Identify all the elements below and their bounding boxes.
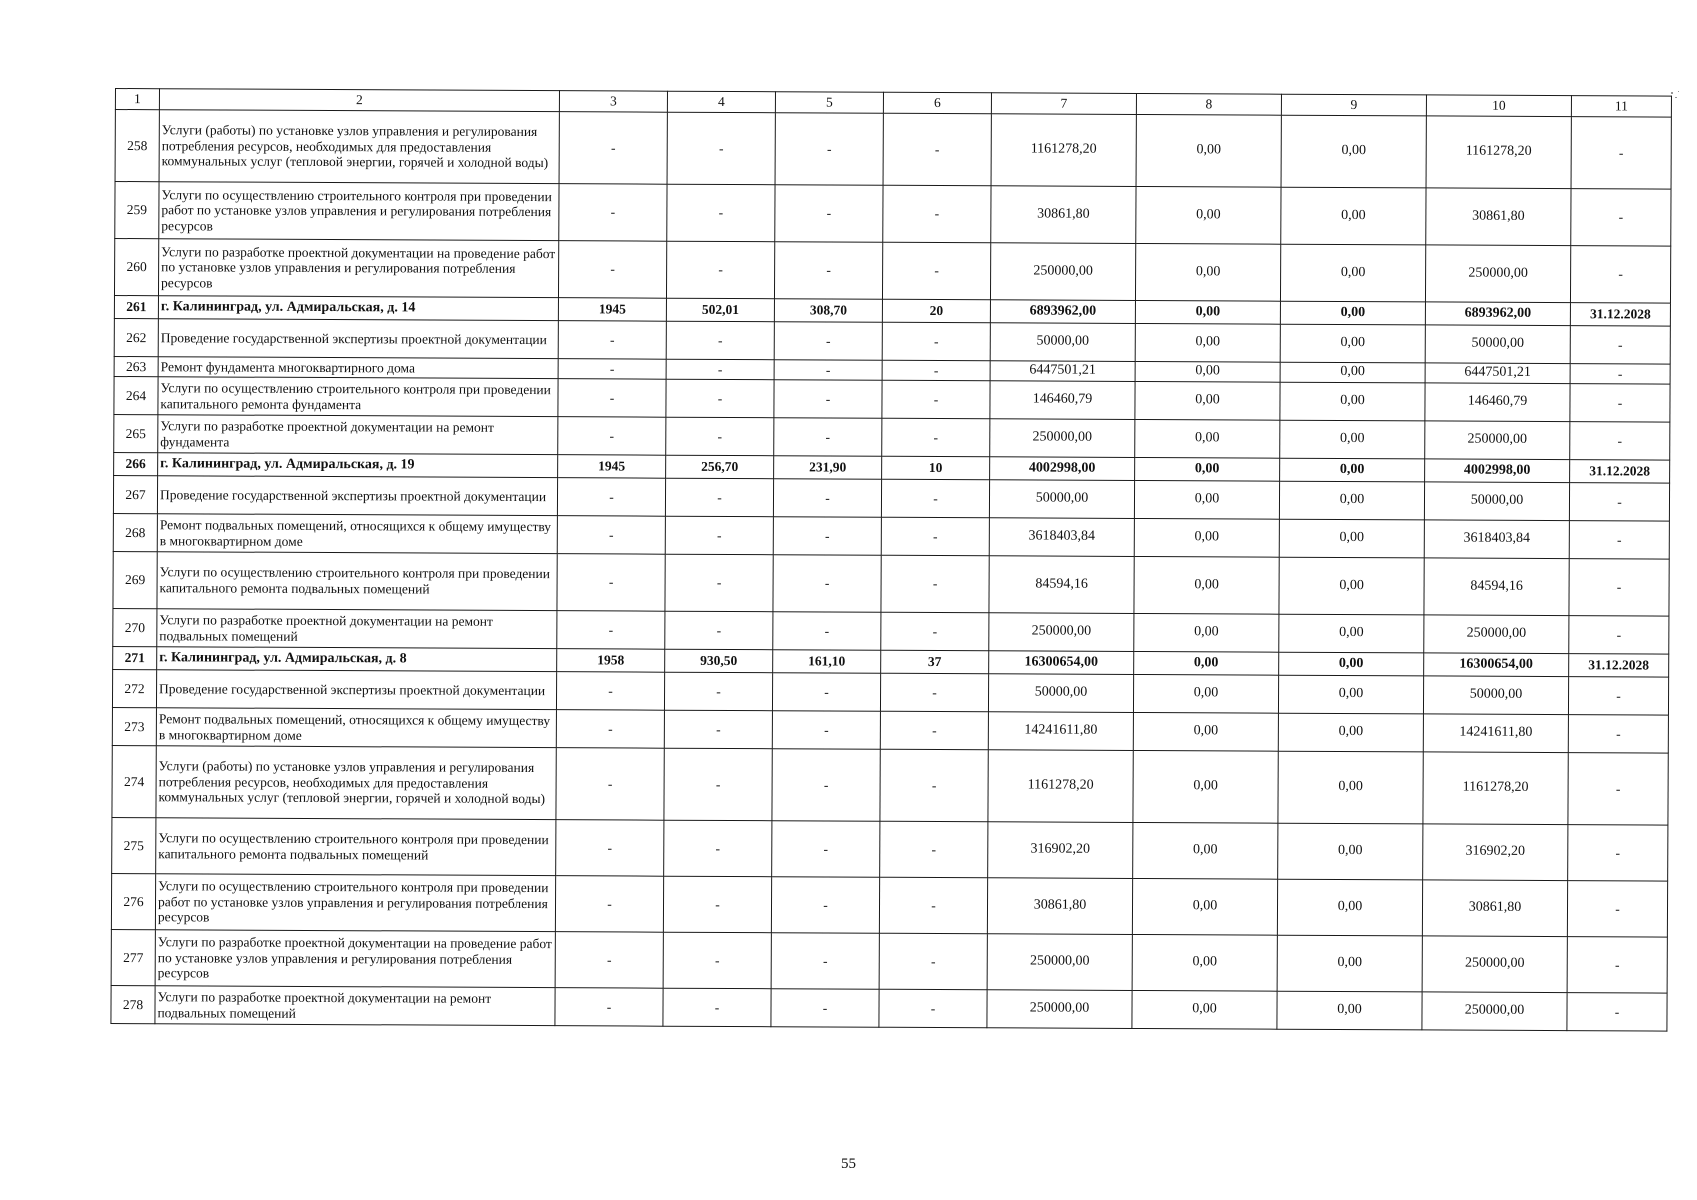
cell-fund-owners: 1161278,20 — [1426, 116, 1571, 189]
cell-fund-local: 0,00 — [1279, 481, 1424, 520]
cell-year: - — [559, 184, 667, 242]
cell-area-total: - — [665, 554, 773, 612]
cell-year: - — [557, 611, 665, 650]
cell-completion-date: - — [1570, 246, 1670, 303]
cell-area-living: - — [772, 673, 880, 712]
cell-fund-owners: 30861,80 — [1426, 188, 1571, 246]
cell-cost-total: 250000,00 — [987, 990, 1132, 1029]
cell-fund-regional: 0,00 — [1132, 934, 1277, 991]
col-header-11: 11 — [1571, 96, 1671, 117]
work-schedule-table — [110, 88, 1672, 1032]
cell-fund-local: 0,00 — [1277, 879, 1422, 936]
cell-area-living: - — [774, 418, 882, 457]
cell-fund-local: 0,00 — [1280, 244, 1425, 302]
cell-residents: - — [881, 612, 989, 651]
cell-area-total: - — [666, 321, 774, 360]
cell-residents: 37 — [881, 650, 989, 674]
cell-description: Ремонт подвальных помещений, относящихся к общему имуществу в многоквартирном доме — [157, 514, 557, 554]
cell-description: Услуги по осуществлению строительного контроля при проведении капитального ремонта фундамента — [158, 377, 558, 417]
table-row — [115, 110, 1671, 190]
cell-fund-local: 0,00 — [1279, 557, 1424, 615]
cell-cost-total: 250000,00 — [989, 613, 1134, 652]
cell-fund-regional: 0,00 — [1134, 518, 1279, 557]
cell-fund-owners: 16300654,00 — [1424, 653, 1569, 677]
cell-fund-local: 0,00 — [1279, 519, 1424, 558]
cell-fund-owners: 6447501,21 — [1425, 363, 1570, 384]
cell-description: г. Калининград, ул. Адмиральская, д. 19 — [158, 453, 558, 478]
cell-fund-local: 0,00 — [1280, 362, 1425, 383]
cell-area-living: - — [774, 360, 882, 381]
cell-cost-total: 30861,80 — [991, 186, 1136, 244]
cell-area-total: - — [664, 820, 772, 877]
col-header-5: 5 — [775, 92, 883, 114]
cell-residents: - — [880, 749, 988, 822]
cell-description: Услуги по разработке проектной документации на проведение работ по установке узлов управления и регулирования потребления ресурсов — [155, 930, 555, 988]
cell-fund-local: 0,00 — [1277, 935, 1422, 992]
cell-residents: - — [880, 673, 988, 712]
col-header-1: 1 — [115, 89, 159, 110]
cell-row-number: 277 — [111, 929, 155, 985]
cell-area-total: - — [664, 748, 772, 821]
cell-area-living: - — [774, 242, 882, 300]
cell-year: - — [556, 748, 664, 821]
cell-completion-date: - — [1570, 384, 1670, 422]
cell-area-living: 231,90 — [774, 456, 882, 480]
cell-row-number: 270 — [113, 608, 157, 646]
cell-fund-regional: 0,00 — [1134, 613, 1279, 652]
cell-residents: - — [881, 555, 989, 613]
cell-fund-local: 0,00 — [1280, 324, 1425, 363]
cell-description: Проведение государственной экспертизы проектной документации — [156, 670, 556, 710]
cell-fund-local: 0,00 — [1281, 115, 1426, 188]
col-header-6: 6 — [883, 92, 991, 114]
page-number: 55 — [841, 1156, 856, 1172]
cell-fund-owners: 1161278,20 — [1423, 752, 1568, 825]
table-row — [113, 551, 1669, 616]
cell-fund-regional: 0,00 — [1136, 114, 1281, 187]
table-row — [111, 929, 1667, 993]
cell-area-total: - — [666, 417, 774, 456]
cell-year: - — [558, 417, 666, 456]
cell-cost-total: 84594,16 — [989, 556, 1134, 614]
cell-row-number: 258 — [115, 110, 159, 182]
cell-fund-local: 0,00 — [1280, 458, 1425, 482]
cell-description: Услуги по осуществлению строительного контроля при проведении капитального ремонта подвальных помещений — [156, 818, 556, 876]
cell-fund-regional: 0,00 — [1134, 556, 1279, 614]
cell-cost-total: 50000,00 — [990, 323, 1135, 362]
cell-fund-owners: 3618403,84 — [1424, 520, 1569, 559]
cell-year: - — [557, 516, 665, 555]
cell-completion-date: 31.12.2028 — [1569, 654, 1669, 677]
scan-speck — [1678, 91, 1679, 92]
cell-area-living: 161,10 — [773, 650, 881, 674]
cell-fund-owners: 146460,79 — [1425, 383, 1570, 422]
cell-fund-owners: 50000,00 — [1423, 676, 1568, 715]
cell-cost-total: 146460,79 — [990, 381, 1135, 420]
cell-row-number: 268 — [113, 513, 157, 551]
cell-row-number: 262 — [114, 318, 158, 356]
cell-residents: 10 — [882, 456, 990, 480]
col-header-3: 3 — [559, 91, 667, 113]
cell-row-number: 272 — [112, 669, 156, 707]
cell-completion-date: - — [1571, 189, 1671, 246]
cell-description: Услуги по осуществлению строительного контроля при проведении капитального ремонта подвальных помещений — [157, 552, 557, 611]
cell-fund-regional: 0,00 — [1135, 243, 1280, 301]
cell-fund-owners: 316902,20 — [1423, 824, 1568, 881]
cell-completion-date: - — [1570, 422, 1670, 460]
cell-completion-date: - — [1568, 715, 1668, 753]
cell-year: - — [558, 359, 666, 380]
cell-fund-regional: 0,00 — [1133, 750, 1278, 823]
cell-year: 1958 — [557, 649, 665, 673]
cell-area-living: - — [775, 113, 883, 186]
cell-residents: - — [880, 821, 988, 878]
cell-fund-local: 0,00 — [1278, 751, 1423, 824]
cell-completion-date: - — [1567, 937, 1667, 993]
cell-fund-owners: 250000,00 — [1425, 421, 1570, 460]
cell-completion-date: - — [1569, 559, 1669, 616]
table-row — [111, 985, 1667, 1031]
cell-cost-total: 4002998,00 — [990, 457, 1135, 481]
scan-speck — [1671, 92, 1673, 94]
scan-speck — [1675, 97, 1677, 98]
cell-cost-total: 50000,00 — [988, 674, 1133, 713]
cell-fund-owners: 14241611,80 — [1423, 714, 1568, 753]
col-header-7: 7 — [991, 93, 1136, 115]
cell-fund-regional: 0,00 — [1135, 361, 1280, 382]
cell-area-total: 256,70 — [666, 455, 774, 479]
cell-completion-date: - — [1567, 881, 1667, 937]
cell-row-number: 278 — [111, 985, 155, 1023]
cell-area-total: - — [665, 516, 773, 555]
cell-fund-owners: 6893962,00 — [1425, 302, 1570, 326]
cell-year: - — [558, 241, 666, 299]
cell-row-number: 265 — [114, 414, 158, 452]
cell-area-total: 930,50 — [665, 649, 773, 673]
cell-cost-total: 1161278,20 — [988, 750, 1133, 823]
cell-fund-regional: 0,00 — [1135, 419, 1280, 458]
cell-area-living: - — [773, 555, 881, 613]
cell-cost-total: 6893962,00 — [990, 300, 1135, 324]
cell-area-living: - — [773, 479, 881, 518]
cell-year: - — [556, 672, 664, 711]
cell-fund-regional: 0,00 — [1135, 457, 1280, 481]
cell-cost-total: 14241611,80 — [988, 712, 1133, 751]
cell-fund-regional: 0,00 — [1133, 822, 1278, 879]
cell-description: Ремонт фундамента многоквартирного дома — [158, 357, 558, 379]
cell-residents: - — [879, 989, 987, 1028]
table-body — [111, 110, 1671, 1032]
table-row — [112, 745, 1668, 825]
cell-area-living: - — [772, 711, 880, 750]
cell-cost-total: 50000,00 — [989, 480, 1134, 519]
cell-fund-owners: 4002998,00 — [1425, 459, 1570, 483]
cell-row-number: 261 — [114, 295, 158, 318]
cell-description: Услуги (работы) по установке узлов управления и регулирования потребления ресурсов, необходимых для предоставления коммунальных услуг (тепловой энергии, горячей и холодной воды) — [156, 746, 556, 820]
cell-area-total: - — [664, 710, 772, 749]
cell-row-number: 264 — [114, 376, 158, 414]
cell-area-total: - — [663, 932, 771, 989]
cell-area-living: - — [771, 933, 879, 990]
cell-fund-local: 0,00 — [1279, 614, 1424, 653]
cell-completion-date: - — [1569, 616, 1669, 654]
cell-residents: - — [881, 479, 989, 518]
col-header-10: 10 — [1426, 95, 1571, 117]
cell-year: 1945 — [558, 298, 666, 322]
cell-cost-total: 250000,00 — [990, 243, 1135, 301]
cell-completion-date: - — [1568, 753, 1668, 825]
cell-fund-owners: 250000,00 — [1422, 936, 1567, 993]
cell-description: Услуги по разработке проектной документации на ремонт подвальных помещений — [155, 986, 555, 1026]
cell-fund-local: 0,00 — [1277, 991, 1422, 1030]
cell-completion-date: - — [1570, 364, 1670, 384]
cell-area-total: - — [665, 611, 773, 650]
cell-fund-owners: 250000,00 — [1425, 245, 1570, 303]
cell-year: - — [555, 932, 663, 989]
cell-cost-total: 3618403,84 — [989, 518, 1134, 557]
col-header-9: 9 — [1281, 94, 1426, 116]
cell-cost-total: 250000,00 — [990, 419, 1135, 458]
cell-description: Услуги по осуществлению строительного контроля при проведении работ по установке узлов управления и регулирования потребления ресурсов — [159, 182, 559, 241]
cell-fund-regional: 0,00 — [1134, 480, 1279, 519]
cell-residents: - — [882, 380, 990, 419]
cell-area-living: 308,70 — [774, 299, 882, 323]
cell-fund-local: 0,00 — [1280, 382, 1425, 421]
cell-row-number: 275 — [112, 817, 156, 873]
cell-completion-date: - — [1569, 483, 1669, 521]
cell-area-total: - — [663, 876, 771, 933]
cell-description: Услуги по разработке проектной документации на ремонт подвальных помещений — [157, 609, 557, 649]
cell-area-total: 502,01 — [666, 298, 774, 322]
cell-residents: - — [882, 242, 990, 300]
cell-fund-local: 0,00 — [1281, 187, 1426, 245]
cell-fund-owners: 30861,80 — [1422, 880, 1567, 937]
cell-description: Услуги по разработке проектной документации на проведение работ по установке узлов управления и регулирования потребления ресурсов — [158, 239, 558, 298]
cell-year: - — [557, 478, 665, 517]
table-row — [112, 817, 1668, 881]
cell-description: г. Калининград, ул. Адмиральская, д. 14 — [158, 296, 558, 321]
cell-fund-owners: 250000,00 — [1422, 992, 1567, 1031]
cell-area-living: - — [772, 821, 880, 878]
table-row — [114, 239, 1670, 304]
cell-fund-regional: 0,00 — [1135, 381, 1280, 420]
cell-area-total: - — [667, 112, 775, 185]
cell-description: Услуги по разработке проектной документации на ремонт фундамента — [158, 415, 558, 455]
cell-fund-regional: 0,00 — [1133, 712, 1278, 751]
cell-fund-regional: 0,00 — [1133, 674, 1278, 713]
cell-year: - — [558, 321, 666, 360]
cell-residents: - — [882, 322, 990, 361]
cell-fund-owners: 50000,00 — [1424, 482, 1569, 521]
cell-residents: - — [883, 185, 991, 243]
cell-area-total: - — [663, 988, 771, 1027]
cell-area-living: - — [771, 989, 879, 1028]
cell-row-number: 269 — [113, 551, 157, 608]
cell-fund-local: 0,00 — [1278, 823, 1423, 880]
cell-row-number: 273 — [112, 707, 156, 745]
cell-area-living: - — [775, 185, 883, 243]
cell-year: - — [558, 379, 666, 418]
cell-completion-date: - — [1567, 993, 1667, 1031]
cell-row-number: 266 — [114, 452, 158, 475]
cell-residents: - — [882, 418, 990, 457]
cell-row-number: 259 — [115, 182, 159, 239]
cell-area-living: - — [772, 749, 880, 822]
cell-fund-local: 0,00 — [1278, 675, 1423, 714]
cell-description: Ремонт подвальных помещений, относящихся к общему имуществу в многоквартирном доме — [156, 708, 556, 748]
cell-fund-local: 0,00 — [1279, 652, 1424, 676]
cell-residents: - — [881, 517, 989, 556]
cell-description: г. Калининград, ул. Адмиральская, д. 8 — [157, 647, 557, 672]
cell-fund-regional: 0,00 — [1132, 990, 1277, 1029]
cell-cost-total: 1161278,20 — [991, 114, 1136, 187]
cell-fund-regional: 0,00 — [1134, 651, 1279, 675]
cell-row-number: 260 — [114, 239, 158, 296]
cell-area-living: - — [773, 612, 881, 651]
cell-year: 1945 — [558, 455, 666, 479]
cell-completion-date: 31.12.2028 — [1570, 303, 1670, 326]
cell-cost-total: 30861,80 — [987, 878, 1132, 935]
cell-description: Проведение государственной экспертизы проектной документации — [157, 476, 557, 516]
cell-fund-regional: 0,00 — [1135, 323, 1280, 362]
cell-completion-date: - — [1571, 117, 1671, 189]
cell-year: - — [556, 820, 664, 877]
cell-fund-local: 0,00 — [1280, 420, 1425, 459]
col-header-4: 4 — [667, 91, 775, 113]
cell-area-total: - — [665, 478, 773, 517]
cell-row-number: 267 — [113, 475, 157, 513]
cell-completion-date: - — [1570, 326, 1670, 364]
cell-completion-date: - — [1568, 677, 1668, 715]
cell-area-living: - — [774, 322, 882, 361]
cell-completion-date: - — [1569, 521, 1669, 559]
cell-fund-local: 0,00 — [1278, 713, 1423, 752]
cell-description: Услуги по осуществлению строительного контроля при проведении работ по установке узлов управления и регулирования потребления ресурсов — [155, 874, 555, 932]
cell-row-number: 263 — [114, 356, 158, 376]
cell-completion-date: - — [1568, 825, 1668, 881]
cell-area-total: - — [664, 672, 772, 711]
cell-residents: - — [883, 113, 991, 186]
cell-year: - — [557, 554, 665, 612]
cell-row-number: 274 — [112, 745, 156, 817]
table-row — [115, 182, 1671, 247]
cell-area-total: - — [666, 241, 774, 299]
cell-year: - — [559, 112, 667, 185]
cell-area-living: - — [773, 517, 881, 556]
cell-year: - — [555, 988, 663, 1027]
cell-area-total: - — [666, 359, 774, 380]
cell-fund-local: 0,00 — [1280, 301, 1425, 325]
cell-fund-owners: 50000,00 — [1425, 325, 1570, 364]
cell-fund-regional: 0,00 — [1132, 878, 1277, 935]
cell-row-number: 271 — [113, 646, 157, 669]
cell-residents: - — [880, 711, 988, 750]
cell-cost-total: 6447501,21 — [990, 361, 1135, 382]
cell-year: - — [555, 876, 663, 933]
cell-fund-owners: 250000,00 — [1424, 615, 1569, 654]
cell-cost-total: 16300654,00 — [989, 651, 1134, 675]
cell-area-total: - — [666, 379, 774, 418]
cell-cost-total: 316902,20 — [988, 822, 1133, 879]
cell-cost-total: 250000,00 — [987, 934, 1132, 991]
cell-area-living: - — [771, 877, 879, 934]
cell-year: - — [556, 710, 664, 749]
cell-description: Услуги (работы) по установке узлов управления и регулирования потребления ресурсов, необходимых для предоставления коммунальных услуг (тепловой энергии, горячей и холодной воды) — [159, 110, 559, 184]
cell-residents: - — [882, 360, 990, 381]
col-header-2: 2 — [159, 89, 559, 112]
cell-fund-regional: 0,00 — [1136, 186, 1281, 244]
cell-completion-date: 31.12.2028 — [1570, 460, 1670, 483]
cell-area-living: - — [774, 380, 882, 419]
cell-residents: - — [879, 877, 987, 934]
cell-residents: - — [879, 933, 987, 990]
col-header-8: 8 — [1136, 93, 1281, 115]
cell-fund-regional: 0,00 — [1135, 300, 1280, 324]
cell-row-number: 276 — [111, 873, 155, 929]
cell-residents: 20 — [882, 299, 990, 323]
table-row — [111, 873, 1667, 937]
cell-description: Проведение государственной экспертизы проектной документации — [158, 319, 558, 359]
cell-area-total: - — [667, 184, 775, 242]
cell-fund-owners: 84594,16 — [1424, 558, 1569, 616]
